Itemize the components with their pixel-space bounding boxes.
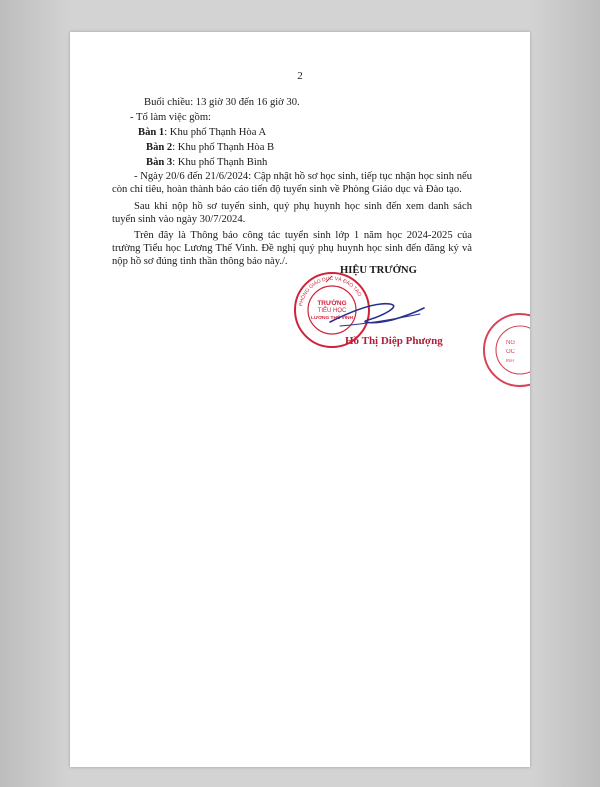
svg-text:PHÒNG GIÁO DỤC VÀ ĐÀO TẠO: PHÒNG GIÁO DỤC VÀ ĐÀO TẠO bbox=[298, 275, 363, 307]
team-intro: - Tổ làm việc gồm: bbox=[130, 112, 212, 123]
svg-text:INH: INH bbox=[506, 358, 514, 363]
partial-stamp bbox=[478, 310, 530, 390]
page-number: 2 bbox=[297, 70, 303, 82]
document-page bbox=[70, 32, 530, 767]
svg-text:TIỂU HỌC: TIỂU HỌC bbox=[317, 308, 347, 314]
paragraph-update: - Ngày 20/6 đến 21/6/2024: Cập nhật hồ sơ học sinh, tiếp tục nhận học sinh nếu còn chỉ tiêu, hoàn thành báo cáo tiến độ tuyển sinh về Phòng Giáo dục và Đào tạo. bbox=[112, 171, 472, 195]
desk-1-label: Bàn 1 bbox=[138, 127, 165, 138]
desk-3 bbox=[146, 156, 267, 169]
svg-text:TRƯỜNG: TRƯỜNG bbox=[317, 300, 347, 307]
paragraph-closing: Trên đây là Thông báo công tác tuyển sinh lớp 1 năm học 2024-2025 của trường Tiểu học Lương Thế Vinh. Đề nghị quý phụ huynh học sinh đến đăng ký và nộp hồ sơ đúng tinh thần thông báo này./. bbox=[112, 230, 472, 267]
desk-1-text: : Khu phố Thạnh Hòa A bbox=[164, 127, 267, 138]
signature-title: HIỆU TRƯỞNG bbox=[340, 265, 417, 276]
desk-1 bbox=[138, 126, 266, 139]
desk-3-label: Bàn 3 bbox=[146, 157, 173, 168]
desk-2 bbox=[146, 141, 274, 154]
svg-text:LƯƠNG THẾ VINH: LƯƠNG THẾ VINH bbox=[311, 316, 353, 321]
desk-2-text: : Khu phố Thạnh Hòa B bbox=[172, 142, 275, 153]
afternoon-hours: Buổi chiều: 13 giờ 30 đến 16 giờ 30. bbox=[144, 97, 300, 108]
paragraph-after-submit: Sau khi nộp hồ sơ tuyển sinh, quý phụ huynh học sinh đến xem danh sách tuyển sinh vào ngày 30/7/2024. bbox=[112, 201, 472, 225]
handwritten-signature bbox=[317, 294, 430, 339]
desk-3-text: : Khu phố Thạnh Bình bbox=[172, 157, 268, 168]
svg-text:NG: NG bbox=[506, 340, 515, 346]
signer-name: Hồ Thị Diệp Phượng bbox=[345, 335, 443, 347]
desk-2-label: Bàn 2 bbox=[146, 142, 173, 153]
svg-text:OC: OC bbox=[506, 349, 515, 355]
